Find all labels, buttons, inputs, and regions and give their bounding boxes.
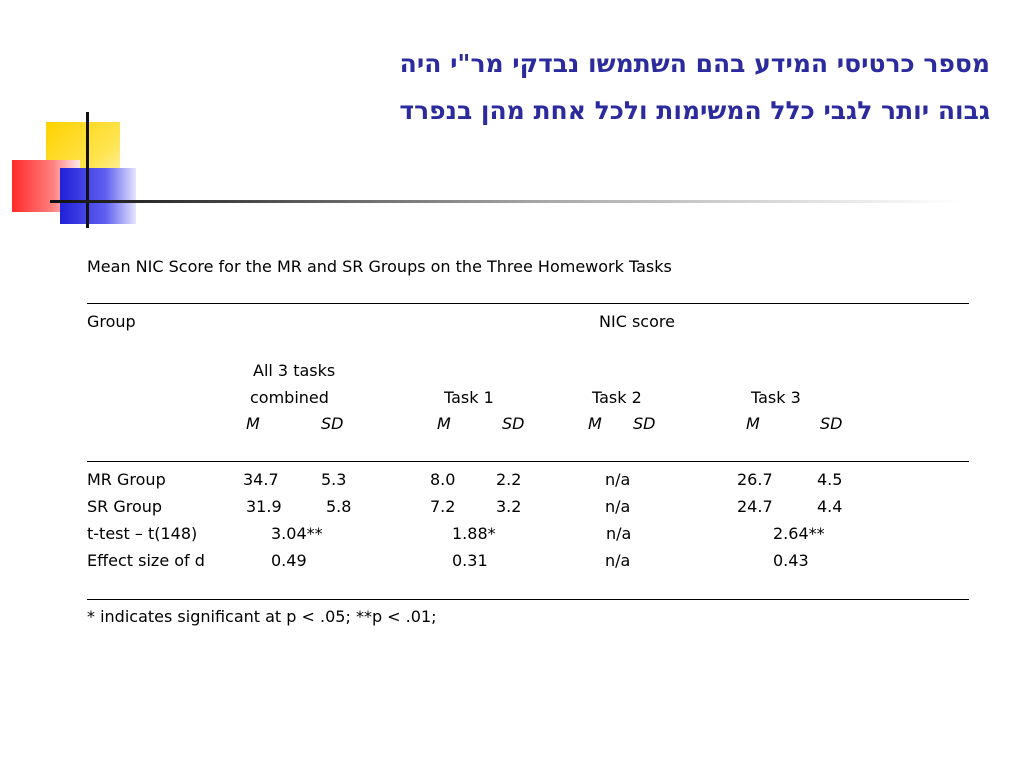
col-task-2: Task 2 [592, 388, 642, 407]
row-mr-t3-sd: 4.5 [817, 470, 843, 489]
row-mr-t3-m: 26.7 [737, 470, 773, 489]
row-mr-t1-sd: 2.2 [496, 470, 522, 489]
row-sr-t2: n/a [605, 497, 631, 516]
subcol-t3-m: M [746, 414, 760, 433]
subcol-t2-m: M [588, 414, 602, 433]
row-effect-all: 0.49 [271, 551, 307, 570]
row-ttest-t2: n/a [606, 524, 632, 543]
row-sr-t1-m: 7.2 [430, 497, 456, 516]
subcol-all-sd: SD [321, 414, 344, 433]
row-mr-all-sd: 5.3 [321, 470, 347, 489]
subcol-t3-sd: SD [820, 414, 843, 433]
table-rule-middle [87, 461, 969, 462]
logo-blue-block [60, 168, 136, 224]
row-effect-t2: n/a [605, 551, 631, 570]
row-ttest-label: t-test – t(148) [87, 524, 198, 543]
row-ttest-all: 3.04** [271, 524, 323, 543]
title-underline [50, 200, 960, 203]
subcol-t1-sd: SD [502, 414, 525, 433]
group-header: Group [87, 312, 136, 331]
row-sr-all-m: 31.9 [246, 497, 282, 516]
table-caption: Mean NIC Score for the MR and SR Groups on the Three Homework Tasks [87, 257, 672, 276]
logo-vertical-line [86, 112, 89, 228]
row-sr-all-sd: 5.8 [326, 497, 352, 516]
col-all-tasks-line2: combined [250, 388, 329, 407]
col-all-tasks-line1: All 3 tasks [253, 361, 336, 380]
row-effect-label: Effect size of d [87, 551, 205, 570]
title-line-1: מספר כרטיסי המידע בהם השתמשו נבדקי מר"י היה [399, 49, 990, 78]
row-ttest-t1: 1.88* [452, 524, 496, 543]
row-sr-t1-sd: 3.2 [496, 497, 522, 516]
subcol-t1-m: M [437, 414, 451, 433]
row-ttest-t3: 2.64** [773, 524, 825, 543]
row-sr-label: SR Group [87, 497, 163, 516]
nic-score-header: NIC score [599, 312, 675, 331]
row-effect-t1: 0.31 [452, 551, 488, 570]
row-mr-t2: n/a [605, 470, 631, 489]
col-task-3: Task 3 [751, 388, 801, 407]
subcol-t2-sd: SD [633, 414, 656, 433]
slide-title [170, 40, 990, 134]
subcol-all-m: M [246, 414, 260, 433]
title-line-2: גבוה יותר לגבי כלל המשימות ולכל אחת מהן בנפרד [399, 96, 990, 125]
table-rule-bottom [87, 599, 969, 600]
row-sr-t3-m: 24.7 [737, 497, 773, 516]
table-rule-top [87, 303, 969, 304]
row-mr-t1-m: 8.0 [430, 470, 456, 489]
row-effect-t3: 0.43 [773, 551, 809, 570]
table-footnote: * indicates significant at p < .05; **p < .01; [87, 607, 437, 626]
row-mr-all-m: 34.7 [243, 470, 279, 489]
row-mr-label: MR Group [87, 470, 166, 489]
col-task-1: Task 1 [444, 388, 494, 407]
row-sr-t3-sd: 4.4 [817, 497, 843, 516]
